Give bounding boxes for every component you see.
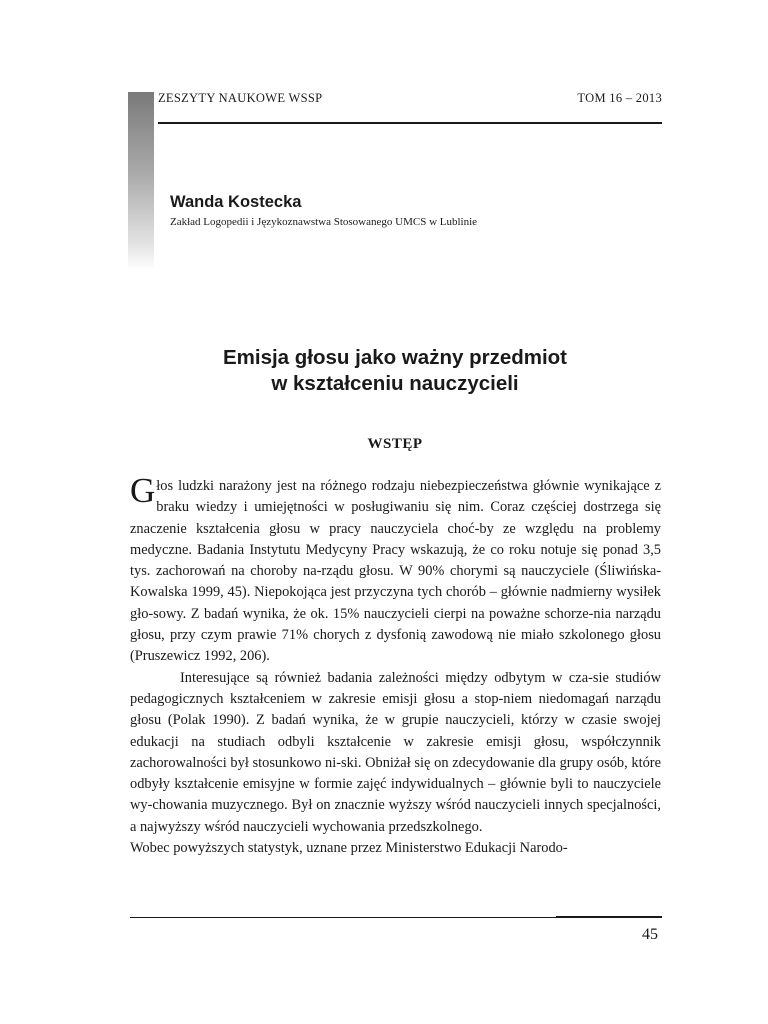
paragraph-1-text: łos ludzki narażony jest na różnego rodzaju niebezpieczeństwa głównie wynikające z braku wiedzy i umiejętności w posługiwaniu się nim. Coraz częściej dostrzega się znaczenie kształcenia głosu w pracy nauczyciela choć-by ze względu na problemy medyczne. Badania Instytutu Medycyny Pracy wskazują, że co roku notuje się ponad 3,5 tys. zachorowań na choroby na-rządu głosu. W 90% chorymi są nauczyciele (Śliwińska-Kowalska 1999, 45). Niepokojąca jest przyczyna tych chorób – głównie nadmierny wysiłek gło-sowy. Z badań wynika, że ok. 15% nauczycieli cierpi na poważne schorze-nia narządu głosu, przy czym prawie 71% chorych z dysfonią zawodową nie miało szkolonego głosu (Pruszewicz 1992, 206). <box>130 478 661 665</box>
paragraph-2: Interesujące są również badania zależności między odbytym w cza-sie studiów pedagogicznych kształceniem w zakresie emisji głosu a stop-niem niedomagań narządu głosu (Polak 1990). Z badań wynika, że w grupie nauczycieli, którzy w czasie swojej edukacji na studiach odbyli kształcenie w zakresie emisji głosu, współczynnik zachorowalności był stosunkowo ni-ski. Obniżał się on zdecydowanie dla grupy osób, które odbyły kształcenie emisyjne w formie zajęć indywidualnych – głównie byli to nauczyciele wy-chowania muzycznego. Był on znacznie wyższy wśród nauczycieli innych specjalności, a najwyższy wśród nauczycieli wychowania przedszkolnego. <box>130 669 661 835</box>
drop-cap: G <box>130 471 156 510</box>
article-body <box>130 471 661 859</box>
article-title <box>130 345 660 397</box>
footer-rule-accent <box>556 916 662 918</box>
journal-name: ZESZYTY NAUKOWE WSSP <box>158 91 323 105</box>
article-title-line-2: w kształceniu nauczycieli <box>271 372 519 395</box>
running-header <box>158 90 662 124</box>
section-heading: WSTĘP <box>367 436 423 452</box>
author-name: Wanda Kostecka <box>170 193 302 211</box>
footer-rule <box>130 917 556 918</box>
author-affiliation: Zakład Logopedii i Językoznawstwa Stosowanego UMCS w Lublinie <box>170 216 478 228</box>
article-title-line-1: Emisja głosu jako ważny przedmiot <box>222 346 568 369</box>
paragraph-1 <box>130 471 661 668</box>
paragraph-3: Wobec powyższych statystyk, uznane przez Ministerstwo Edukacji Narodo- <box>130 840 568 857</box>
decorative-sidebar-bar <box>128 92 154 270</box>
page-number: 45 <box>642 926 658 943</box>
volume-info: TOM 16 – 2013 <box>577 91 662 105</box>
